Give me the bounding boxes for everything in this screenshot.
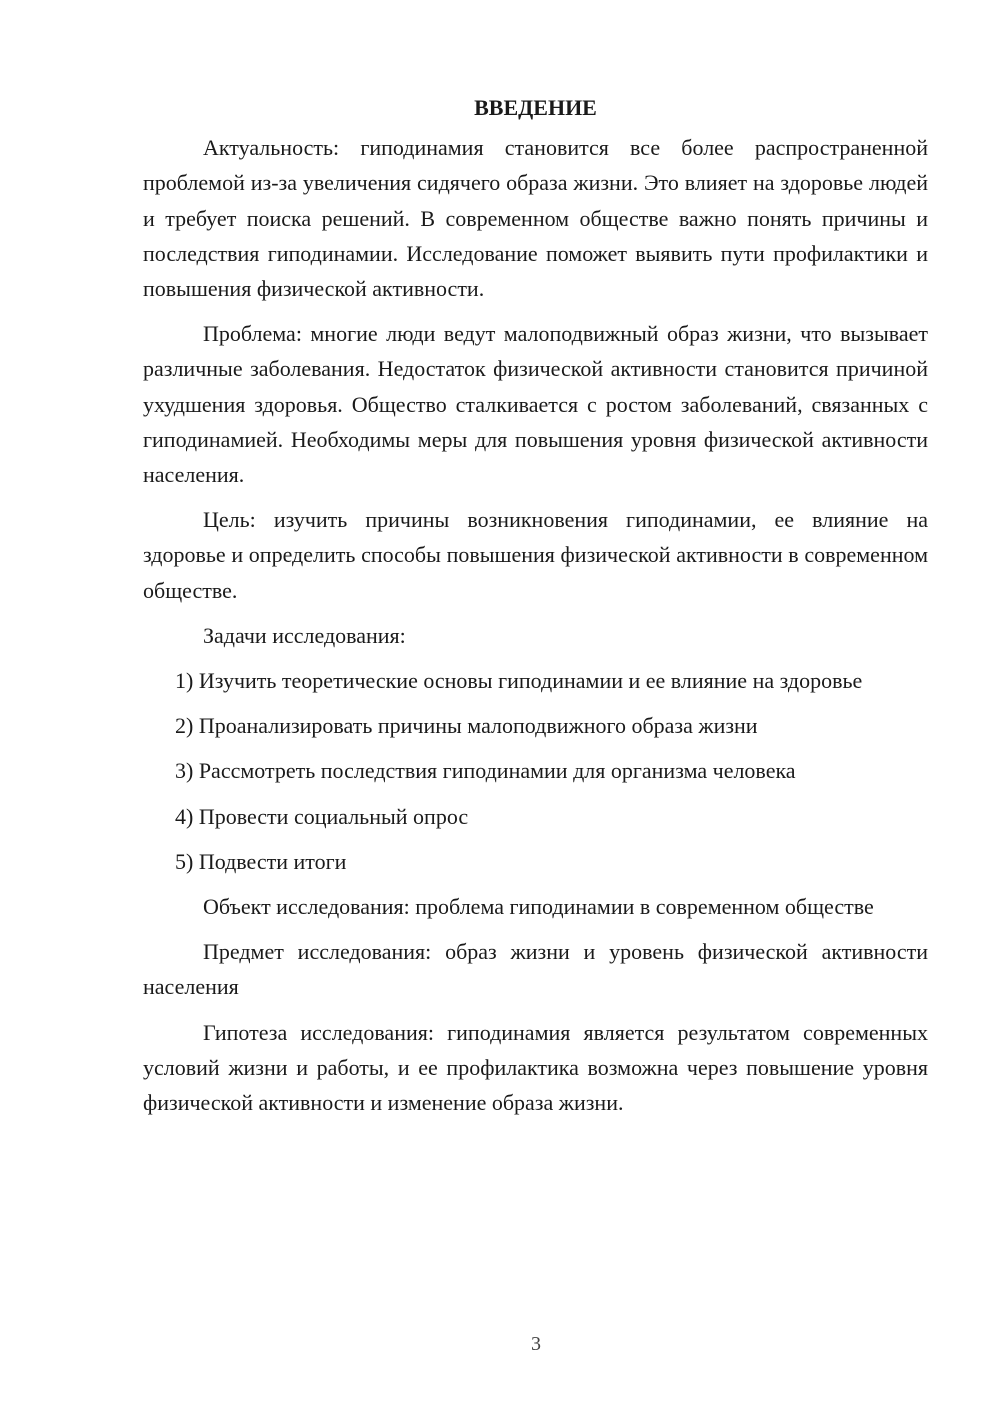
list-item: 1) Изучить теоретические основы гиподинамии и ее влияние на здоровье xyxy=(175,668,863,694)
subject-paragraph: Предмет исследования: образ жизни и уровень физической активности населения xyxy=(143,939,928,1000)
relevance-paragraph: Актуальность: гиподинамия становится все более распространенной проблемой из-за увеличения сидячего образа жизни. Это влияет на здоровье людей и требует поиска решений. В современном обществе важно понять причины и последствия гиподинамии. Исследование поможет выявить пути профилактики и повышения физической активности. xyxy=(143,135,928,302)
tasks-heading: Задачи исследования: xyxy=(203,622,406,648)
goal-paragraph: Цель: изучить причины возникновения гиподинамии, ее влияние на здоровье и определить способы повышения физической активности в современном обществе. xyxy=(143,507,928,603)
tasks-list xyxy=(143,663,928,879)
page-title: ВВЕДЕНИЕ xyxy=(474,95,597,120)
object-paragraph: Объект исследования: проблема гиподинамии в современном обществе xyxy=(203,894,874,920)
list-item: 2) Проанализировать причины малоподвижного образа жизни xyxy=(175,713,758,739)
problem-paragraph: Проблема: многие люди ведут малоподвижный образ жизни, что вызывает различные заболевания. Недостаток физической активности становится причиной ухудшения здоровья. Общество сталкивается с ростом заболеваний, связанных с гиподинамией. Необходимы меры для повышения уровня физической активности населения. xyxy=(143,321,928,488)
page-number: 3 xyxy=(531,1333,541,1355)
hypothesis-paragraph: Гипотеза исследования: гиподинамия является результатом современных условий жизни и работы, и ее профилактика возможна через повышение уровня физической активности и изменение образа жизни. xyxy=(143,1019,928,1116)
document-page xyxy=(143,90,928,1130)
list-item: 3) Рассмотреть последствия гиподинамии для организма человека xyxy=(175,758,796,784)
list-item: 4) Провести социальный опрос xyxy=(175,803,469,829)
list-item: 5) Подвести итоги xyxy=(175,848,347,874)
